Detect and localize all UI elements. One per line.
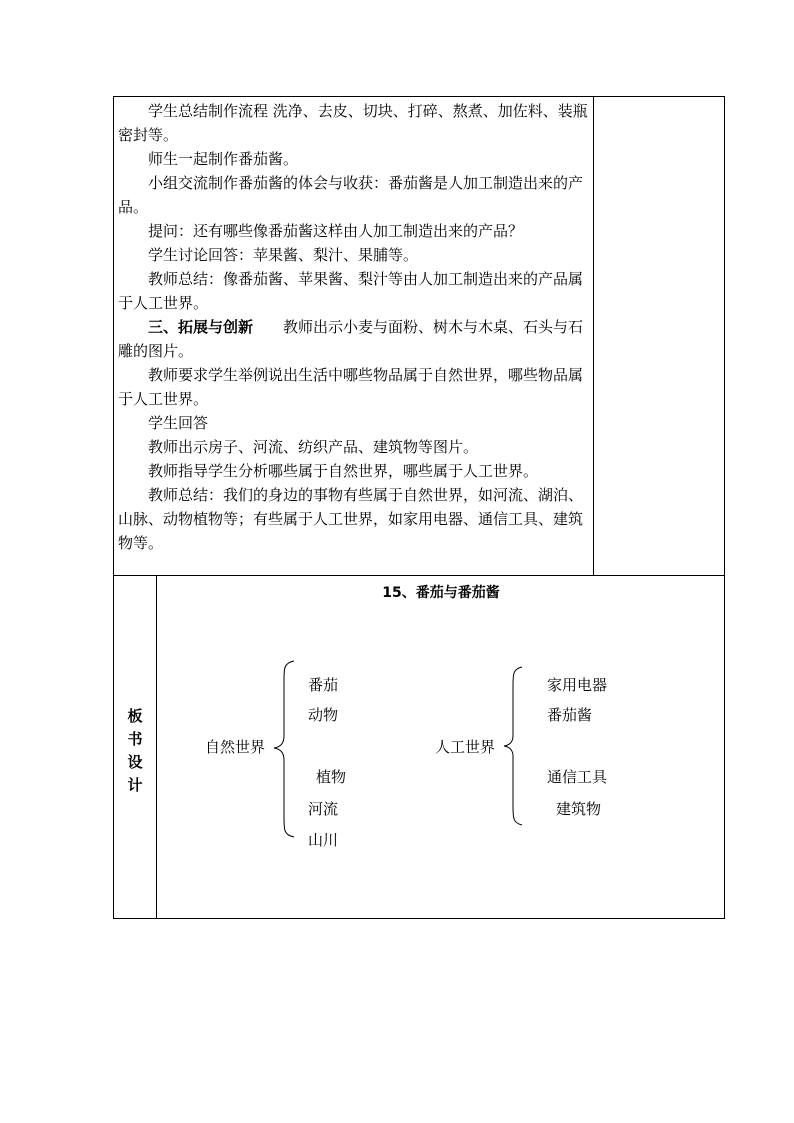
artificial-item: 家用电器 bbox=[547, 676, 608, 694]
paragraph-show-pictures: 教师出示房子、河流、纺织产品、建筑物等图片。 bbox=[148, 438, 479, 456]
label-char: 计 bbox=[127, 776, 143, 794]
artificial-item: 建筑物 bbox=[556, 800, 602, 818]
board-design-label bbox=[114, 705, 156, 797]
top-column-divider bbox=[593, 96, 594, 575]
label-char: 板 bbox=[127, 707, 143, 725]
paragraph-question: 提问：还有哪些像番茄酱这样由人加工制造出来的产品？ bbox=[148, 222, 524, 240]
paragraph-guide-analysis: 教师指导学生分析哪些属于自然世界，哪些属于人工世界。 bbox=[148, 462, 539, 480]
natural-item: 动物 bbox=[308, 706, 339, 724]
natural-item: 河流 bbox=[308, 800, 339, 818]
natural-item: 山川 bbox=[308, 831, 339, 849]
paragraph-teacher-summary: 教师总结：像番茄酱、苹果酱、梨汁等由人加工制造出来的产品属于人工世界。 bbox=[118, 270, 584, 312]
paragraph-extension bbox=[118, 315, 590, 363]
natural-world-brace-icon bbox=[270, 660, 300, 838]
paragraph-final-summary: 教师总结：我们的身边的事物有些属于自然世界，如河流、湖泊、山脉、动物植物等；有些属于人工世界，如家用电器、通信工具、建筑物等。 bbox=[118, 486, 584, 552]
label-char: 书 bbox=[127, 730, 143, 748]
board-title: 15、番茄与番茄酱 bbox=[382, 585, 500, 601]
row-divider bbox=[113, 575, 725, 576]
paragraph-summary-steps: 学生总结制作流程 洗净、去皮、切块、打碎、熬煮、加佐料、装瓶密封等。 bbox=[118, 102, 588, 144]
paragraph-make-together: 师生一起制作番茄酱。 bbox=[148, 150, 299, 168]
paragraph-students-answer: 学生回答 bbox=[148, 414, 209, 432]
paragraph-student-answer: 学生讨论回答：苹果酱、梨汁、果脯等。 bbox=[148, 246, 419, 264]
natural-item: 番茄 bbox=[308, 676, 339, 694]
extension-text: 教师出示小麦与面粉、树木与木桌、石头与石雕的图片。 bbox=[118, 318, 584, 360]
natural-world-label: 自然世界 bbox=[205, 738, 266, 756]
artificial-world-label: 人工世界 bbox=[435, 738, 496, 756]
natural-item: 植物 bbox=[316, 768, 347, 786]
artificial-world-brace-icon bbox=[500, 666, 530, 826]
paragraph-examples: 教师要求学生举例说出生活中哪些物品属于自然世界，哪些物品属于人工世界。 bbox=[118, 366, 584, 408]
label-char: 设 bbox=[127, 753, 143, 771]
artificial-item: 番茄酱 bbox=[547, 706, 593, 724]
section-heading-extension: 三、拓展与创新 bbox=[148, 318, 254, 336]
paragraph-group-share: 小组交流制作番茄酱的体会与收获：番茄酱是人加工制造出来的产品。 bbox=[118, 174, 584, 216]
artificial-item: 通信工具 bbox=[547, 768, 608, 786]
label-column-divider bbox=[156, 575, 157, 919]
